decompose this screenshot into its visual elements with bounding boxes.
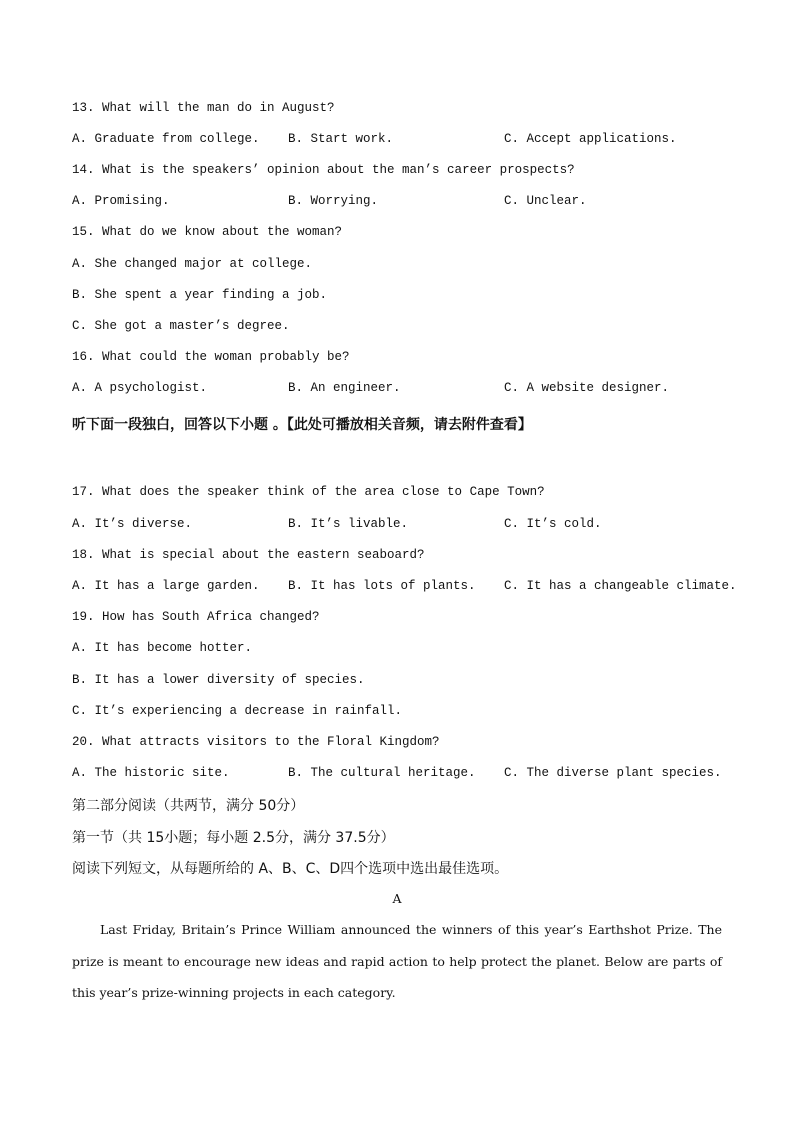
option-a: A. It has a large garden.: [72, 579, 260, 593]
option-b: B. It’s livable.: [288, 517, 409, 531]
passage-label: A: [392, 891, 402, 906]
option-a: A. The historic site.: [72, 766, 230, 780]
option-b: B. Worrying.: [288, 194, 379, 208]
question-13-stem: 13. What will the man do in August?: [72, 101, 335, 115]
option-c: C. The diverse plant species.: [504, 766, 722, 780]
option-b: B. It has a lower diversity of species.: [72, 673, 365, 687]
option-a: A. Graduate from college.: [72, 132, 260, 146]
option-b: B. She spent a year finding a job.: [72, 288, 328, 302]
option-c: C. A website designer.: [504, 381, 670, 395]
option-a: A. She changed major at college.: [72, 257, 313, 271]
section1-heading: 第一节（共 15小题；每小题 2.5分，满分 37.5分）: [72, 830, 395, 846]
option-a: A. A psychologist.: [72, 381, 208, 395]
monologue-instruction: 听下面一段独白，回答以下小题 。【此处可播放相关音频，请去附件查看】: [72, 417, 532, 433]
option-c: C. Accept applications.: [504, 132, 677, 146]
question-20-stem: 20. What attracts visitors to the Floral Kingdom?: [72, 735, 440, 749]
question-17-stem: 17. What does the speaker think of the area close to Cape Town?: [72, 485, 545, 499]
question-19-stem: 19. How has South Africa changed?: [72, 610, 320, 624]
option-c: C. It’s cold.: [504, 517, 602, 531]
option-a: A. It has become hotter.: [72, 641, 253, 655]
option-c: C. It has a changeable climate.: [504, 579, 737, 593]
question-15-stem: 15. What do we know about the woman?: [72, 225, 343, 239]
option-a: A. Promising.: [72, 194, 170, 208]
option-c: C. It’s experiencing a decrease in rainfall.: [72, 704, 403, 718]
passage-paragraph: Last Friday, Britain’s Prince William announced the winners of this year’s Earthshot Prize. The prize is meant to encourage new ideas and rapid action to help protect the planet. Below are parts of this year’s prize-winning projects in each category.: [72, 922, 722, 1000]
option-b: B. It has lots of plants.: [288, 579, 476, 593]
reading-instruction: 阅读下列短文，从每题所给的 A、B、C、D四个选项中选出最佳选项。: [72, 861, 509, 877]
option-c: C. She got a master’s degree.: [72, 319, 290, 333]
part2-heading: 第二部分阅读（共两节，满分 50分）: [72, 798, 305, 814]
question-14-stem: 14. What is the speakers’ opinion about the man’s career prospects?: [72, 163, 575, 177]
option-a: A. It’s diverse.: [72, 517, 193, 531]
question-16-stem: 16. What could the woman probably be?: [72, 350, 350, 364]
option-b: B. Start work.: [288, 132, 394, 146]
option-c: C. Unclear.: [504, 194, 587, 208]
option-b: B. An engineer.: [288, 381, 401, 395]
option-b: B. The cultural heritage.: [288, 766, 476, 780]
question-18-stem: 18. What is special about the eastern seaboard?: [72, 548, 425, 562]
